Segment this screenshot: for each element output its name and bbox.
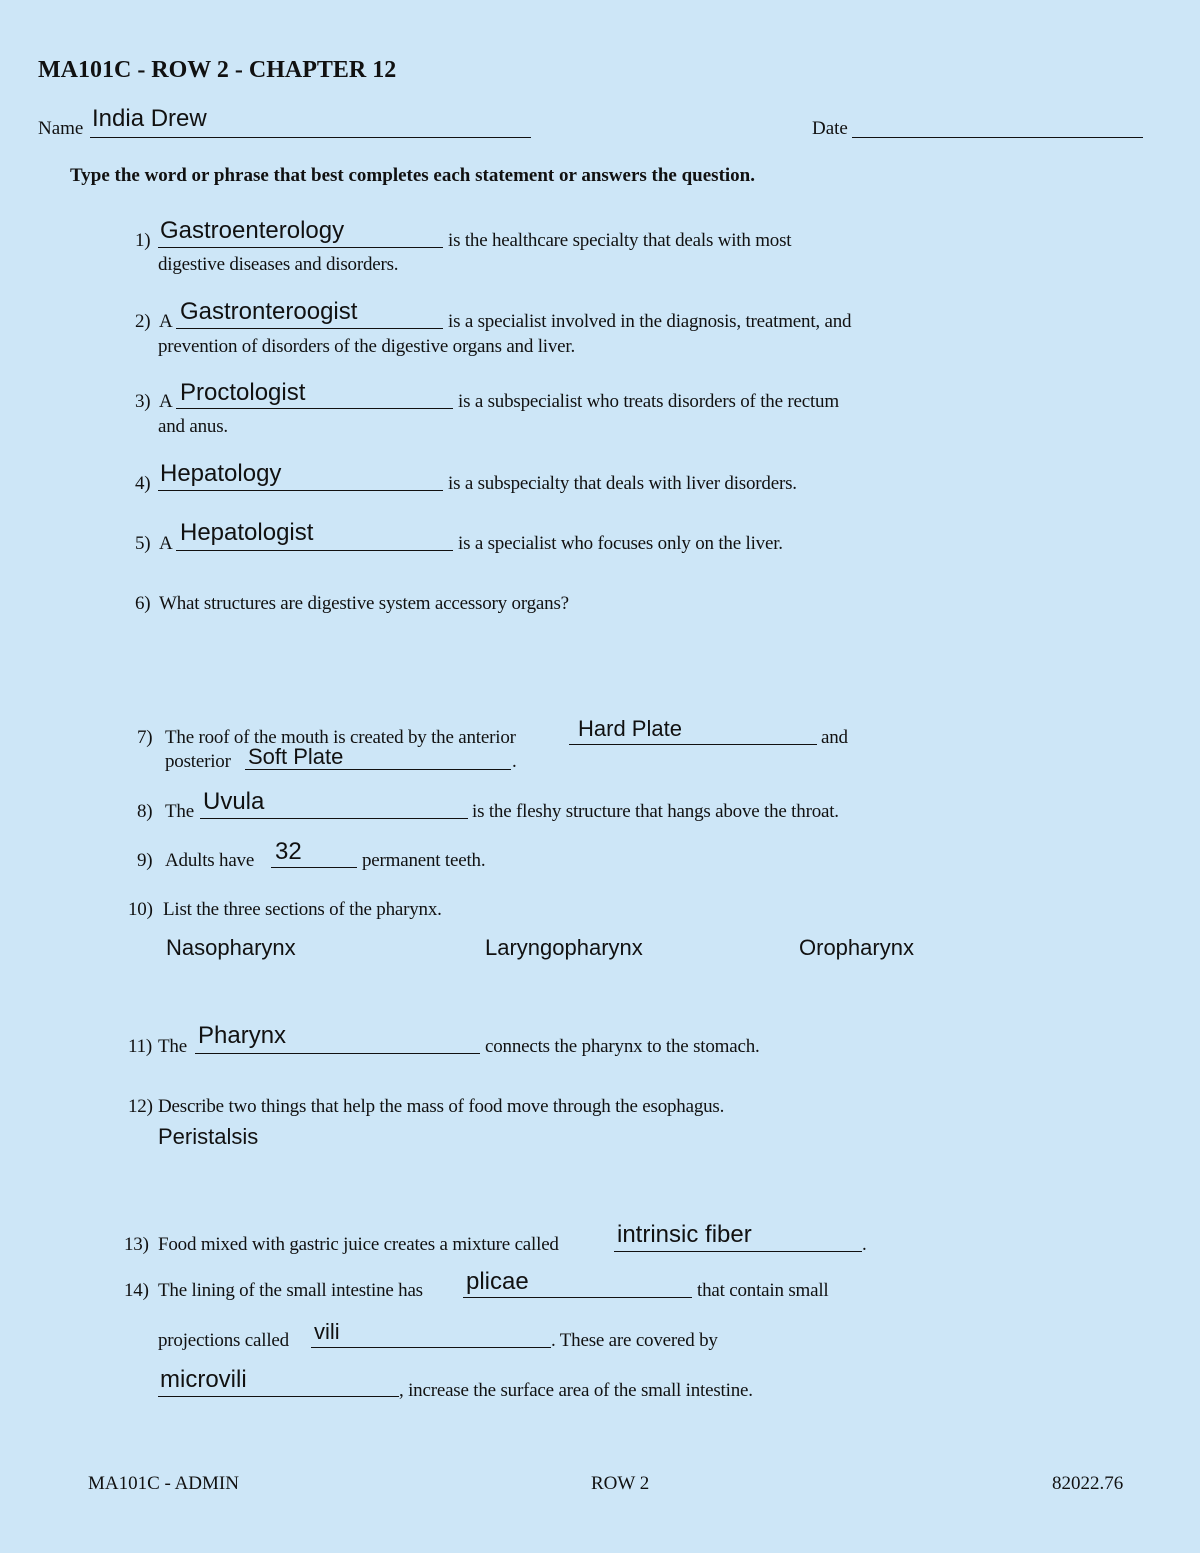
q3-text: is a subspecialist who treats disorders of the rectum: [458, 391, 839, 412]
q4-text: is a subspecialty that deals with liver disorders.: [448, 473, 797, 494]
name-label: Name: [38, 118, 84, 139]
q7-answer-posterior[interactable]: Soft Plate: [248, 744, 344, 769]
q1-line: [158, 247, 443, 248]
q6-text: What structures are digestive system accessory organs?: [159, 593, 569, 614]
q9-number: 9): [137, 850, 153, 871]
q4-answer[interactable]: Hepatology: [160, 460, 282, 487]
q2-text-line2: prevention of disorders of the digestive organs and liver.: [158, 336, 576, 357]
q7-line-posterior: [245, 769, 511, 770]
q8-text: is the fleshy structure that hangs above the throat.: [472, 801, 839, 822]
q3-prefix: A: [159, 391, 173, 412]
q8-prefix: The: [165, 801, 194, 822]
q10-number: 10): [128, 899, 153, 920]
q11-answer[interactable]: Pharynx: [198, 1022, 287, 1049]
q7-and: and: [821, 727, 848, 748]
q3-text-line2: and anus.: [158, 416, 228, 437]
q2-answer[interactable]: Gastronteroogist: [180, 298, 358, 325]
q14-after3: , increase the surface area of the small intestine.: [399, 1380, 753, 1401]
q11-number: 11): [128, 1036, 153, 1057]
q5-line: [176, 550, 453, 551]
q5-number: 5): [135, 533, 151, 554]
q11-line: [195, 1053, 480, 1054]
q14-line-3: [158, 1396, 399, 1397]
q10-answer-3[interactable]: Oropharynx: [799, 935, 914, 960]
q12-text: Describe two things that help the mass of food move through the esophagus.: [158, 1096, 725, 1117]
q14-answer-microvili[interactable]: microvili: [160, 1366, 247, 1393]
date-line: [852, 137, 1143, 138]
name-value[interactable]: India Drew: [92, 105, 207, 132]
q13-end: .: [862, 1234, 867, 1255]
q14-after2: . These are covered by: [551, 1330, 718, 1351]
q12-number: 12): [128, 1096, 153, 1117]
q1-answer[interactable]: Gastroenterology: [160, 217, 345, 244]
q8-line: [200, 818, 468, 819]
q7-text1: The roof of the mouth is created by the anterior: [165, 727, 516, 748]
q5-answer[interactable]: Hepatologist: [180, 519, 314, 546]
q14-after1: that contain small: [697, 1280, 829, 1301]
q11-text: connects the pharynx to the stomach.: [485, 1036, 760, 1057]
q8-answer[interactable]: Uvula: [203, 788, 265, 815]
q14-line-1: [463, 1297, 692, 1298]
q1-text: is the healthcare specialty that deals with most: [448, 230, 792, 251]
q1-number: 1): [135, 230, 151, 251]
q14-line-2: [311, 1347, 551, 1348]
q9-line: [271, 867, 357, 868]
q7-end: .: [512, 751, 517, 772]
q14-answer-vili[interactable]: vili: [314, 1319, 340, 1344]
q7-text2: posterior: [165, 751, 231, 772]
q9-text: permanent teeth.: [362, 850, 486, 871]
q6-number: 6): [135, 593, 151, 614]
q5-text: is a specialist who focuses only on the liver.: [458, 533, 783, 554]
name-line: [90, 137, 531, 138]
q2-prefix: A: [159, 311, 173, 332]
footer-left: MA101C - ADMIN: [88, 1473, 239, 1494]
q3-line: [176, 408, 453, 409]
footer-center: ROW 2: [591, 1473, 650, 1494]
q9-prefix: Adults have: [165, 850, 255, 871]
q2-line: [176, 328, 443, 329]
q3-answer[interactable]: Proctologist: [180, 379, 306, 406]
q2-text: is a specialist involved in the diagnosis, treatment, and: [448, 311, 852, 332]
q11-prefix: The: [158, 1036, 187, 1057]
footer-right: 82022.76: [1052, 1473, 1124, 1494]
q2-number: 2): [135, 311, 151, 332]
q8-number: 8): [137, 801, 153, 822]
q14-answer-plicae[interactable]: plicae: [466, 1268, 529, 1295]
q12-answer[interactable]: Peristalsis: [158, 1124, 259, 1149]
q13-answer[interactable]: intrinsic fiber: [617, 1221, 752, 1248]
q10-text: List the three sections of the pharynx.: [163, 899, 442, 920]
q7-line-anterior: [569, 744, 817, 745]
q1-text-line2: digestive diseases and disorders.: [158, 254, 399, 275]
q9-answer[interactable]: 32: [275, 838, 302, 865]
q4-number: 4): [135, 473, 151, 494]
q7-number: 7): [137, 727, 153, 748]
date-label: Date: [812, 118, 848, 139]
q13-text: Food mixed with gastric juice creates a mixture called: [158, 1234, 559, 1255]
q14-number: 14): [124, 1280, 149, 1301]
q14-text1: The lining of the small intestine has: [158, 1280, 423, 1301]
instructions: Type the word or phrase that best completes each statement or answers the question.: [70, 165, 755, 186]
page-title: MA101C - ROW 2 - CHAPTER 12: [38, 57, 397, 83]
q14-text2: projections called: [158, 1330, 289, 1351]
q4-line: [158, 490, 443, 491]
q13-number: 13): [124, 1234, 149, 1255]
q3-number: 3): [135, 391, 151, 412]
q10-answer-2[interactable]: Laryngopharynx: [485, 935, 643, 960]
q13-line: [614, 1251, 862, 1252]
q7-answer-anterior[interactable]: Hard Plate: [578, 716, 682, 741]
q10-answer-1[interactable]: Nasopharynx: [166, 935, 296, 960]
q5-prefix: A: [159, 533, 173, 554]
